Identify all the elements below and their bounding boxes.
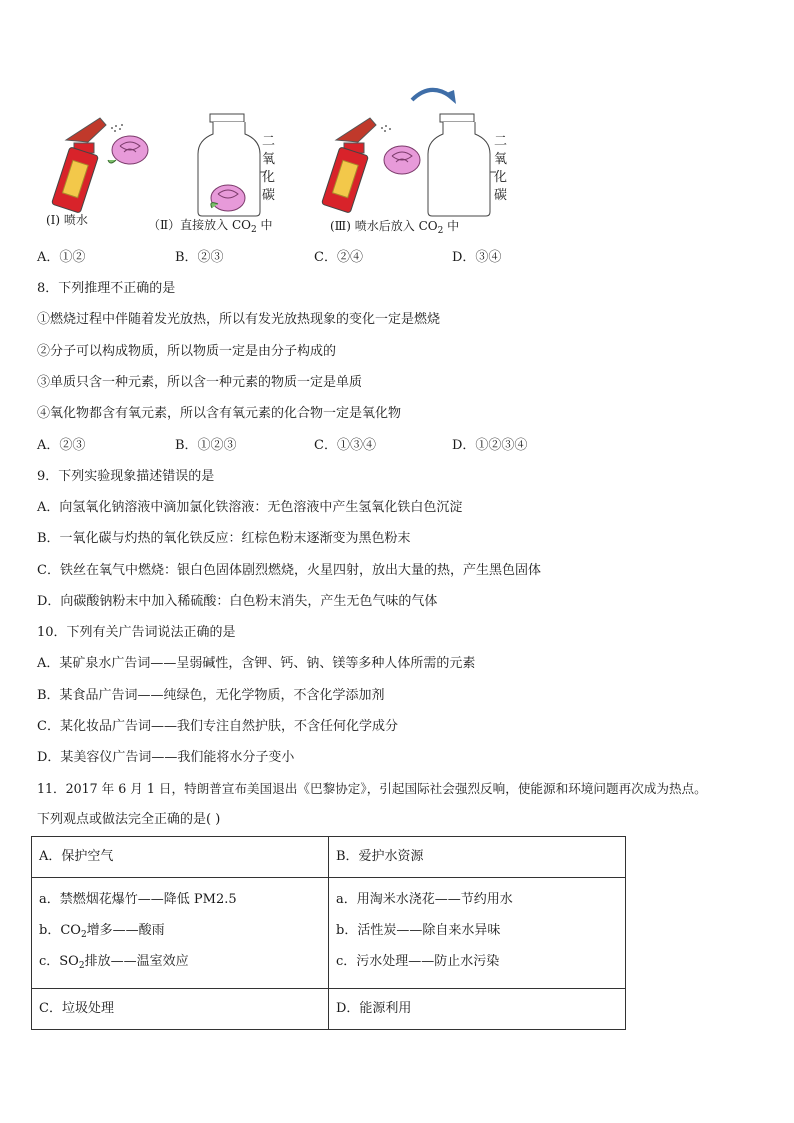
option-c: C．某化妆品广告词——我们专注自然护肤，不含任何化学成分 — [37, 719, 398, 734]
cell-heading-a: A．保护空气 — [39, 849, 114, 864]
cell-text: 排放——温室效应 — [84, 954, 189, 969]
cell-item: a．用淘米水浇花——节约用水 — [336, 892, 513, 907]
statement-2: ②分子可以构成物质，所以物质一定是由分子构成的 — [37, 344, 337, 359]
table-row — [32, 878, 626, 989]
option-b: B．某食品广告词——纯绿色，无化学物质，不含化学添加剂 — [37, 688, 385, 703]
table-cell — [32, 837, 329, 878]
caption-text: (Ⅲ) 喷水后放入 CO — [330, 219, 438, 233]
question-stem: 9．下列实验现象描述错误的是 — [37, 469, 215, 484]
gas-jar-icon — [428, 114, 496, 216]
question-stem-2: 下列观点或做法完全正确的是( ) — [37, 812, 221, 827]
table-row — [32, 837, 626, 878]
cell-item: b．活性炭——除自来水异味 — [336, 923, 501, 938]
rose-icon — [211, 185, 245, 211]
jar-label-char: 二 — [494, 134, 508, 149]
option-d: D．①②③④ — [452, 438, 528, 453]
jar-label-co2 — [262, 133, 275, 205]
subscript: 2 — [251, 225, 257, 235]
jar-label-char: 化 — [262, 170, 276, 185]
cell-item — [39, 946, 328, 977]
figure-svg — [30, 80, 530, 240]
jar-label-co2 — [494, 133, 507, 205]
rose-icon — [108, 136, 148, 164]
spray-bottle-icon — [321, 118, 391, 213]
cell-item: c．污水处理——防止水污染 — [336, 954, 500, 969]
cell-heading-b: B．爱护水资源 — [336, 849, 424, 864]
cell-heading-c: C．垃圾处理 — [39, 1001, 114, 1016]
table-row — [32, 989, 626, 1030]
option-a: A．②③ — [37, 438, 86, 453]
caption-text: 中 — [256, 218, 273, 232]
statement-4: ④氧化物都含有氧元素，所以含有氧元素的化合物一定是氧化物 — [37, 406, 402, 421]
curved-arrow-icon — [412, 90, 456, 104]
cell-item — [39, 915, 328, 946]
jar-label-char: 氧 — [262, 152, 276, 167]
table-cell — [329, 989, 626, 1030]
option-d: D．③④ — [452, 250, 502, 265]
table-cell — [329, 878, 626, 989]
option-b: B．一氧化碳与灼热的氧化铁反应：红棕色粉末逐渐变为黑色粉末 — [37, 531, 411, 546]
figure-caption-2 — [148, 216, 273, 235]
jar-label-char: 二 — [262, 134, 276, 149]
cell-item — [39, 884, 328, 915]
question-stem: 11．2017 年 6 月 1 日，特朗普宣布美国退出《巴黎协定》，引起国际社会强烈反响，使能源和环境问题再次成为热点。 — [37, 781, 707, 796]
jar-label-char: 化 — [494, 170, 508, 185]
option-c: C．②④ — [314, 250, 363, 265]
jar-label-char: 碳 — [494, 188, 508, 203]
option-a: A．向氢氧化钠溶液中滴加氯化铁溶液：无色溶液中产生氢氧化铁白色沉淀 — [37, 500, 463, 515]
jar-label-char: 碳 — [262, 188, 276, 203]
option-d: D．某美容仪广告词——我们能将水分子变小 — [37, 750, 295, 765]
cell-heading-d: D．能源利用 — [336, 1001, 412, 1016]
option-c: C．①③④ — [314, 438, 376, 453]
option-b: B．②③ — [175, 250, 224, 265]
question-stem: 10．下列有关广告词说法正确的是 — [37, 625, 236, 640]
subscript: 2 — [80, 930, 87, 940]
option-a: A．①② — [37, 250, 86, 265]
rose-icon — [384, 146, 420, 174]
subscript: 2 — [437, 226, 444, 236]
cell-text: 增多——酸雨 — [86, 923, 165, 938]
spray-bottle-icon — [51, 118, 123, 213]
question-stem: 8．下列推理不正确的是 — [37, 281, 176, 296]
jar-label-char: 氧 — [494, 152, 508, 167]
statement-3: ③单质只含一种元素，所以含一种元素的物质一定是单质 — [37, 375, 363, 390]
subscript: 2 — [78, 961, 85, 971]
table-cell — [32, 878, 329, 989]
answer-table — [31, 836, 626, 1030]
figure-caption-3 — [330, 217, 459, 236]
option-d: D．向碳酸钠粉末中加入稀硫酸：白色粉末消失，产生无色气味的气体 — [37, 594, 438, 609]
table-cell — [329, 837, 626, 878]
option-b: B．①②③ — [175, 438, 237, 453]
cell-text: c．SO — [39, 954, 79, 969]
cell-text: b．CO — [39, 923, 81, 938]
option-c: C．铁丝在氧气中燃烧：银白色固体剧烈燃烧，火星四射，放出大量的热，产生黑色固体 — [37, 563, 541, 578]
option-a: A．某矿泉水广告词——呈弱碱性，含钾、钙、钠、镁等多种人体所需的元素 — [37, 656, 476, 671]
figure-caption-1: (Ⅰ) 喷水 — [46, 213, 88, 227]
statement-1: ①燃烧过程中伴随着发光放热，所以有发光放热现象的变化一定是燃烧 — [37, 312, 441, 327]
cell-text: a．禁燃烟花爆竹——降低 PM2.5 — [39, 892, 237, 907]
caption-text: 中 — [443, 219, 460, 233]
table-cell — [32, 989, 329, 1030]
caption-text: （Ⅱ）直接放入 CO — [148, 218, 251, 232]
